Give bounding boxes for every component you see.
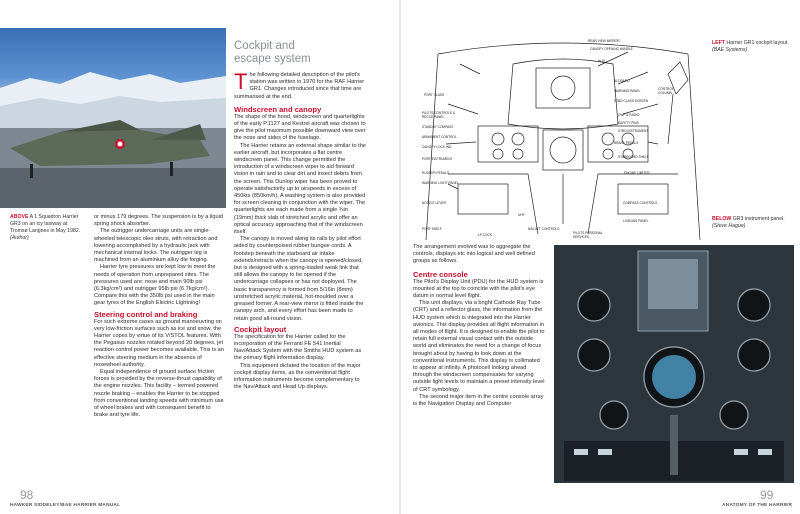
paragraph: For such extreme cases as ground manoeuvring on very low-friction surfaces such as ice and snow, the Harrier copes by virtue of its V/STOL features. With the Pegasus nozzles rotated beyond 20 degrees, jet reaction control power becomes available. This is an effective steering medium in the absence of nosewheel authority. <box>94 318 224 368</box>
harrier-photo-illustration <box>0 28 226 208</box>
caption-text: GR3 instrument panel. <box>732 216 785 222</box>
caption-credit: (Author) <box>10 235 29 241</box>
svg-text:SERVICES: SERVICES <box>573 235 590 239</box>
svg-text:UHF: UHF <box>518 213 525 217</box>
paragraph: The shape of the hood, windscreen and quarterlights of the early P.1127 and Kestrel aircraft was chosen to give the pilot maximum possible downward view over the nose and sides of the fuselage. <box>234 113 366 142</box>
svg-text:LP COCK: LP COCK <box>478 233 492 237</box>
intro-paragraph: The following detailed description of the pilot's station was written in 1970 for the RAF Harrier GR1. Changes introduced since that time are summarised at the end. <box>234 69 365 100</box>
section-title: Cockpit and escape system <box>234 40 311 65</box>
left-column-1 <box>94 214 224 419</box>
paragraph: or minus 179 degrees. The suspension is by a liquid spring shock absorber. <box>94 214 223 228</box>
section-heading: Centre console <box>413 269 468 279</box>
svg-text:WARNING LIGHT PANEL: WARNING LIGHT PANEL <box>422 181 459 185</box>
page-number-right: 99 <box>760 488 774 502</box>
paragraph: Equal independence of ground surface friction forces is provided by the reverse-thrust capability of the engine nozzles. This facility – termed powered nozzle braking – enables the Harrier to be stopped from conventional landing speeds with minimum use of wheel brakes and with consequent benefit to brake and tyre life. <box>94 369 224 419</box>
caption-credit: (Steve Hague) <box>712 223 746 229</box>
section-heading: Steering control and braking <box>94 309 198 319</box>
svg-text:REAR VIEW MIRROR: REAR VIEW MIRROR <box>588 39 620 43</box>
svg-text:COLUMN: COLUMN <box>658 91 672 95</box>
svg-text:PORT SHELF: PORT SHELF <box>422 227 442 231</box>
caption-text: A 1 Squadron Harrier GR3 on an icy taxiway at Tromsø Langnes in May 1982. <box>10 214 81 234</box>
svg-text:CWP & RADIO: CWP & RADIO <box>618 113 640 117</box>
diagram-caption <box>712 40 794 54</box>
caption-lead: ABOVE <box>10 214 29 220</box>
svg-text:RUDDER PEDALS: RUDDER PEDALS <box>422 171 450 175</box>
section-heading: Windscreen and canopy <box>234 104 322 114</box>
cockpit-diagram-drawing <box>418 34 708 240</box>
caption-lead: LEFT <box>712 40 725 46</box>
harrier-photo-caption <box>10 214 86 242</box>
paragraph: The canopy is moved along its rails by pilot effort aided by counterpoised rubber bungee cords. A footstep beneath the starboard air intake extends/retracts when the canopy is opened/closed, but is designed with a spring-loaded weak link that still allows the canopy to be opened if the undercarriage collapses or has not deployed. The basic transparency is formed from 5/16in (8mm) unstretched acrylic material, hot-moulded over a greased former. A rear-view mirror is fitted inside the canopy arch, and every effort has been made to retain good all-round vision. <box>234 236 364 322</box>
running-head-right: ANATOMY OF THE HARRIER <box>722 503 793 508</box>
svg-text:NOZZLE LEVER: NOZZLE LEVER <box>422 201 446 205</box>
svg-text:STBD CLASS SCREEN: STBD CLASS SCREEN <box>614 99 649 103</box>
svg-text:RECCE PANEL: RECCE PANEL <box>422 115 445 119</box>
svg-text:SAFETY PINS: SAFETY PINS <box>618 121 639 125</box>
svg-text:PILOTS PERSONAL: PILOTS PERSONAL <box>573 231 603 235</box>
svg-text:CONTROL: CONTROL <box>658 87 674 91</box>
page-gutter <box>399 0 401 514</box>
svg-text:STBD INSTRUMENT: STBD INSTRUMENT <box>618 129 649 133</box>
svg-text:NAV ATT CONTROLS: NAV ATT CONTROLS <box>528 227 560 231</box>
cockpit-layout-diagram <box>418 34 708 240</box>
svg-text:BRAKE PEDALS: BRAKE PEDALS <box>614 141 639 145</box>
svg-text:PORT INSTRUMENT: PORT INSTRUMENT <box>422 157 453 161</box>
svg-text:CANOPY LOCK IND.: CANOPY LOCK IND. <box>422 145 453 149</box>
paragraph: This unit displays, via a bright Cathode Ray Tube (CRT) and a reflector glass, the information from the HUD system which is integrated into the Harrier avionics. This display provides all flight information in all modes of flight. It is designed to enable the pilot to retain full external visual contact with the outside world and eliminates the need for a change of focus brought about by having to look down at the conventional instruments. This display is collimated to appear at infinity. A photocell looking ahead through the windscreen compensates for varying outside light levels to maintain a preset intensity level of CRT symbology. <box>413 300 545 393</box>
svg-text:PORT CLASS: PORT CLASS <box>424 93 445 97</box>
instrument-panel-photo <box>554 245 794 483</box>
svg-text:STANDBY COMPASS: STANDBY COMPASS <box>422 125 454 129</box>
instrument-photo-caption <box>712 216 794 230</box>
svg-text:ENGINE LIMITER: ENGINE LIMITER <box>624 171 650 175</box>
svg-text:ARMAMENT CONTROL: ARMAMENT CONTROL <box>422 135 457 139</box>
svg-text:HUD: HUD <box>598 59 605 63</box>
svg-text:CANOPY OPENING HANDLE: CANOPY OPENING HANDLE <box>590 47 633 51</box>
paragraph: The specification for the Harrier called for the incorporation of the Ferranti FE 541 Inertial Nav/Attack System with the Smiths HUD system as the primary flight information display. <box>234 333 362 362</box>
svg-text:STARBOARD SHELF: STARBOARD SHELF <box>618 155 649 159</box>
paragraph: The Pilot's Display Unit (PDU) for the HUD system is mounted at the top to coincide with the pilot's eye datum in normal level flight. <box>413 278 544 300</box>
right-column-text <box>413 244 545 408</box>
section-heading: Cockpit layout <box>234 324 287 334</box>
paragraph: Harrier tyre pressures are kept low to meet the needs of operation from unprepared sites. The pressures used are: nose and main 90lb psi (6.3kg/cm²) and outrigger 95lb psi (6.7kg/cm²). Compare this with the 350lb psi used in the main gear tyres of the English Electric Lightning! <box>94 264 216 307</box>
running-head-left: HAWKER SIDDELEY/BAE HARRIER MANUAL <box>10 503 121 508</box>
caption-text: Harrier GR1 cockpit layout. <box>726 40 789 46</box>
caption-credit: (BAE Systems) <box>712 47 748 53</box>
harrier-photo <box>0 28 226 208</box>
paragraph: The second major item in the centre console array is the Navigation Display and Computer <box>413 393 544 408</box>
svg-text:COMPASS CONTROLS: COMPASS CONTROLS <box>623 201 658 205</box>
left-column-2 <box>234 40 366 391</box>
caption-lead: BELOW <box>712 216 732 222</box>
paragraph: The arrangement evolved was to aggregate the controls, displays etc into logical and well defined groups as follows. <box>413 244 535 265</box>
page-number-left: 98 <box>20 488 34 502</box>
drop-cap: T <box>234 69 248 94</box>
paragraph: This equipment dictated the location of the major cockpit display items, as the conventional flight information instruments become complementary to the Nav/Attack and Head Up displays. <box>234 362 361 391</box>
svg-text:LOADING PANEL: LOADING PANEL <box>623 219 649 223</box>
svg-text:ALT/BARO: ALT/BARO <box>614 79 630 83</box>
paragraph: The Harrier retains an external shape similar to the earlier aircraft, but incorporates a flat centre windscreen panel. This change permitted the introduction of a windscreen wiper to aid forward vision in rain and to clear dirt and insect debris from the screen. This Dunlop wiper has been proved to operate satisfactorily up to airspeeds in excess of 450kts (850km/h). A washing system is also provided for screen cleaning in conjunction with the wiper. The quarterlights are each made from a single ¾in (19mm) thick slab of stretched acrylic and offer an optical accuracy approaching that of the windscreen itself. <box>234 142 366 236</box>
svg-text:PILOTS CONTROLS &: PILOTS CONTROLS & <box>422 111 455 115</box>
svg-text:WARNING PANEL: WARNING PANEL <box>614 89 641 93</box>
paragraph: The outrigger undercarriage units are single-wheeled telescopic oleo struts, with retraction and lowering accomplished by a hydraulic jack with mechanical internal locks. The outrigger leg is machined from an aluminium alloy die forging. <box>94 228 218 264</box>
instrument-panel-illustration <box>554 245 794 483</box>
